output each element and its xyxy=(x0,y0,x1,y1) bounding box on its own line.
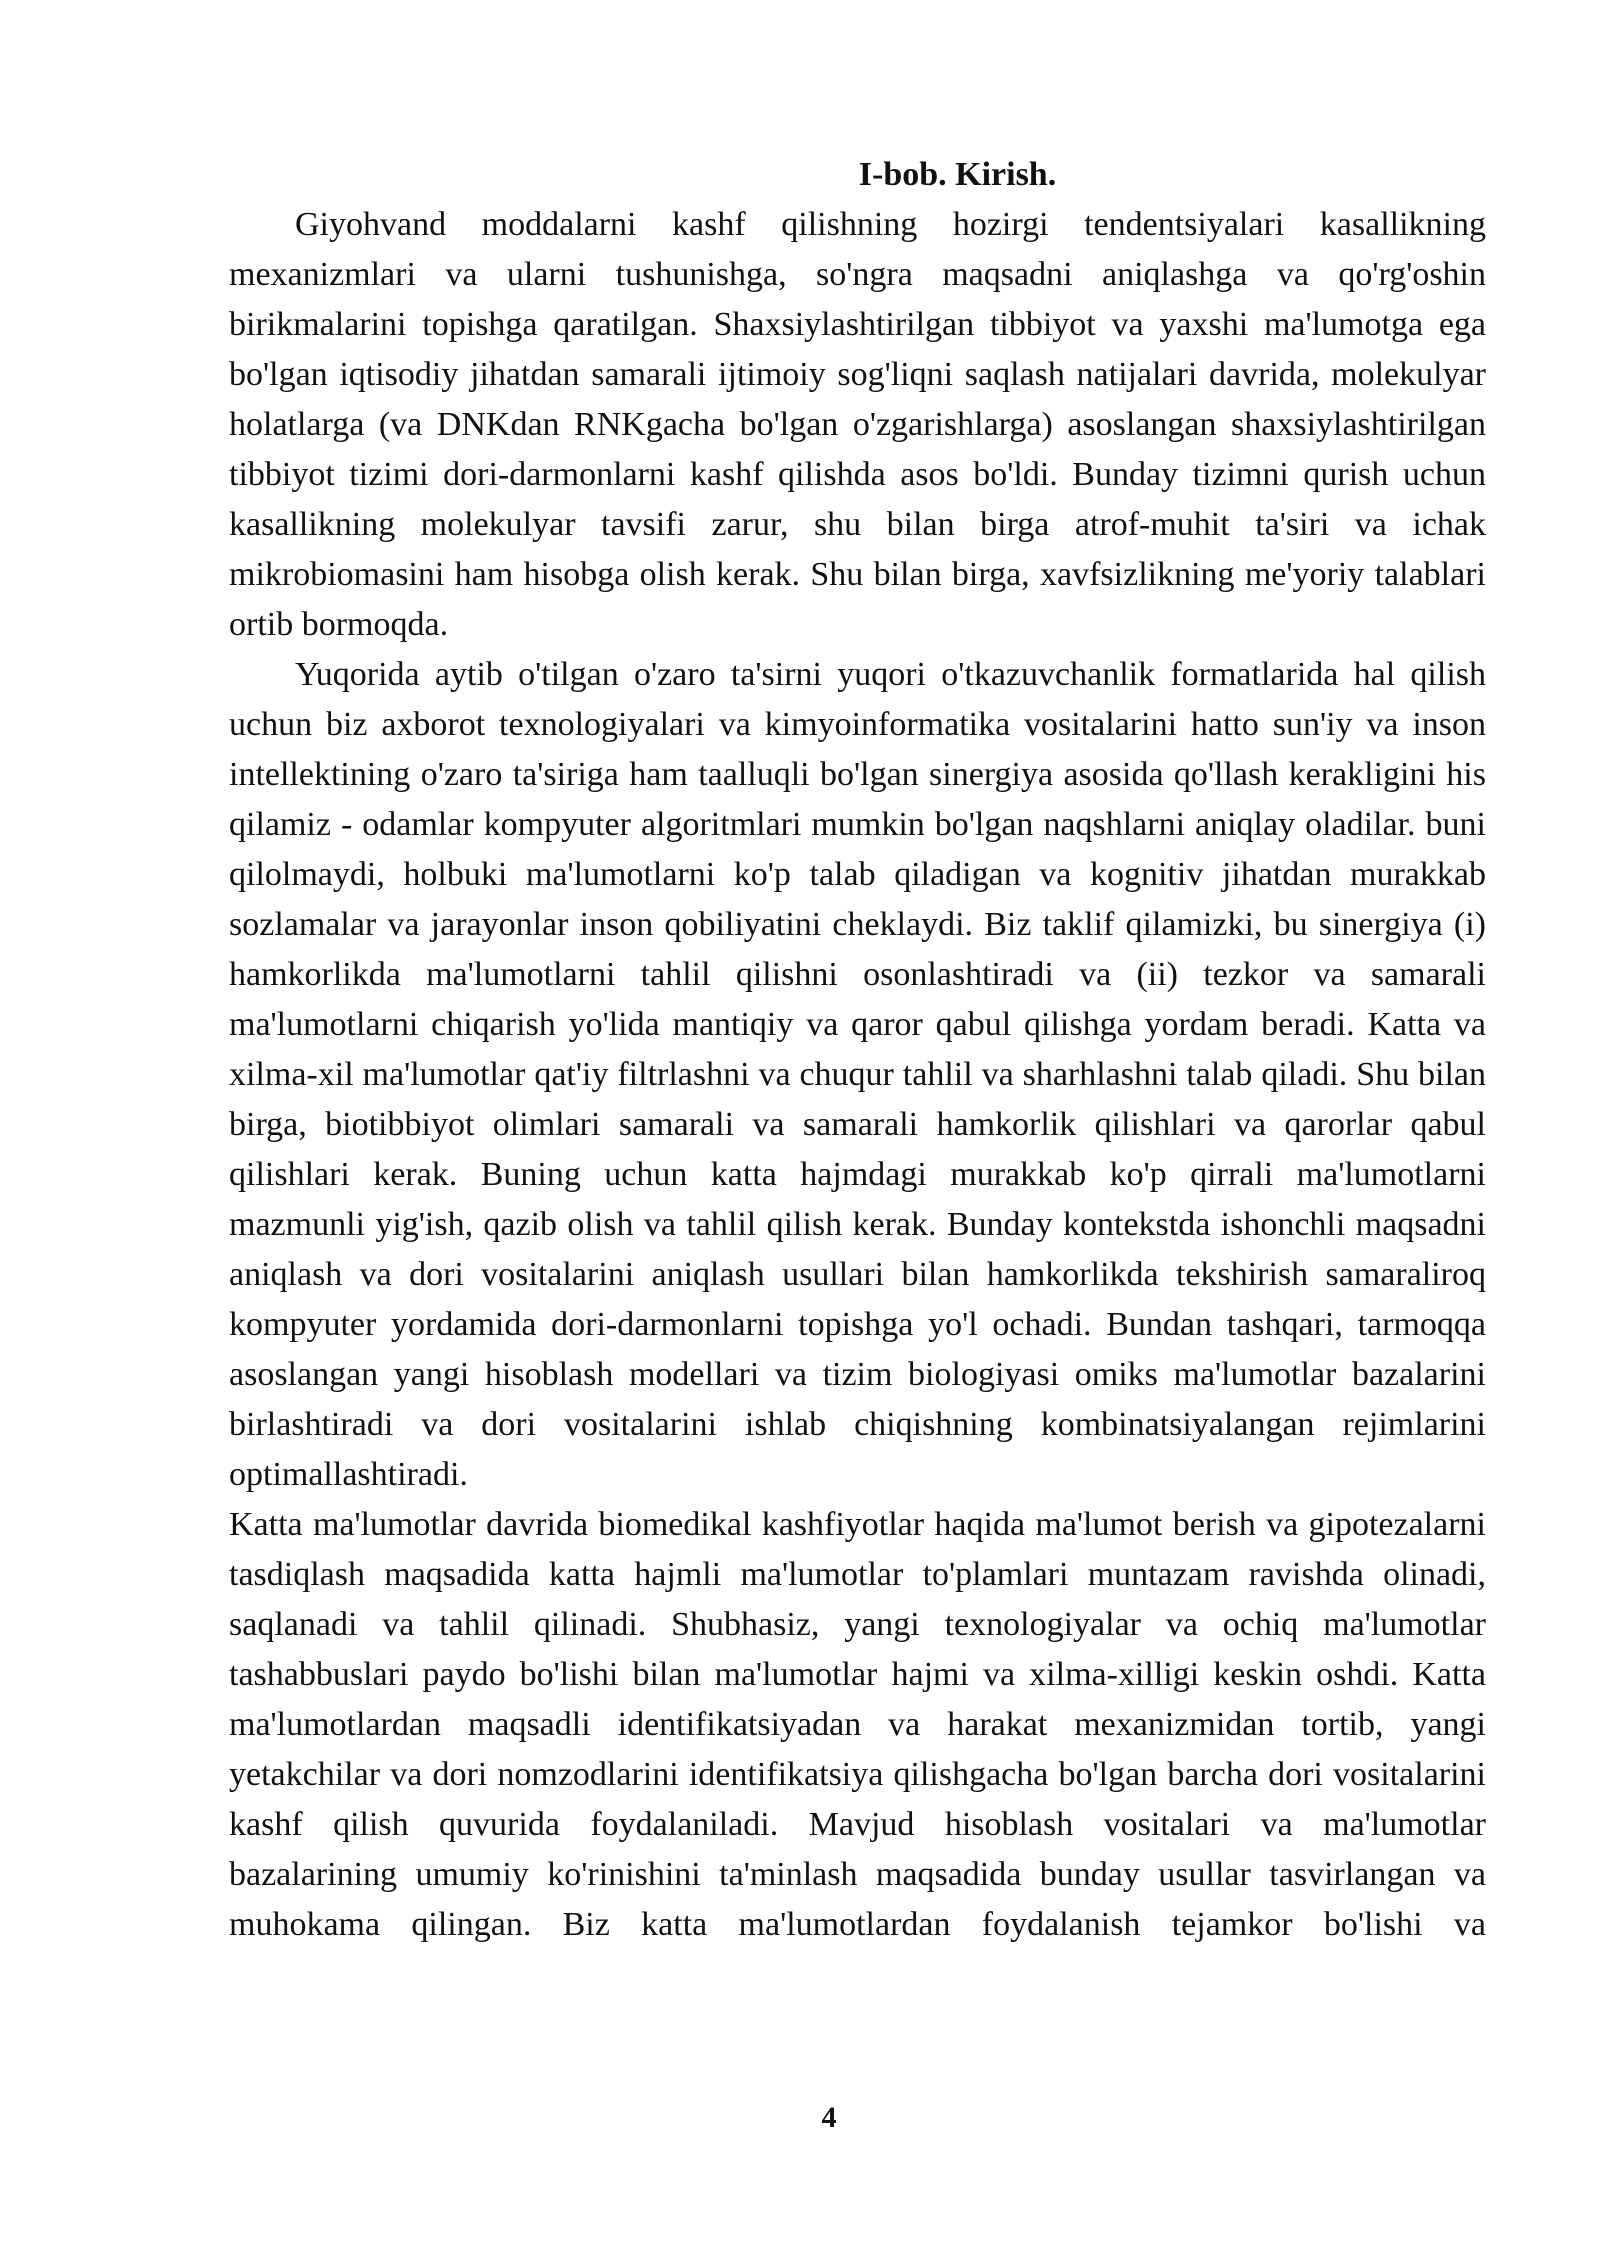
paragraph-2: Yuqorida aytib o'tilgan o'zaro ta'sirni yuqori o'tkazuvchanlik formatlarida hal qilish uchun biz axborot texnologiyalari va kimyoinformatika vositalarini hatto sun'iy va inson intellektining o'zaro ta'siriga ham taalluqli bo'lgan sinergiya asosida qo'llash kerakligini his qilamiz - odamlar kompyuter algoritmlari mumkin bo'lgan naqshlarni aniqlay oladilar. buni qilolmaydi, holbuki ma'lumotlarni ko'p talab qiladigan va kognitiv jihatdan murakkab sozlamalar va jarayonlar inson qobiliyatini cheklaydi. Biz taklif qilamizki, bu sinergiya (i) hamkorlikda ma'lumotlarni tahlil qilishni osonlashtiradi va (ii) tezkor va samarali ma'lumotlarni chiqarish yo'lida mantiqiy va qaror qabul qilishga yordam beradi. Katta va xilma-xil ma'lumotlar qat'iy filtrlashni va chuqur tahlil va sharhlashni talab qiladi. Shu bilan birga, biotibbiyot olimlari samarali va samarali hamkorlik qilishlari va qarorlar qabul qilishlari kerak. Buning uchun katta hajmdagi murakkab ko'p qirrali ma'lumotlarni mazmunli yig'ish, qazib olish va tahlil qilish kerak. Bunday kontekstda ishonchli maqsadni aniqlash va dori vositalarini aniqlash usullari bilan hamkorlikda tekshirish samaraliroq kompyuter yordamida dori-darmonlarni topishga yo'l ochadi. Bundan tashqari, tarmoqqa asoslangan yangi hisoblash modellari va tizim biologiyasi omiks ma'lumotlar bazalarini birlashtiradi va dori vositalarini ishlab chiqishning kombinatsiyalangan rejimlarini optimallashtiradi. xyxy=(229,656,1486,1493)
paragraph-1: Giyohvand moddalarni kashf qilishning hozirgi tendentsiyalari kasallikning mexanizmlari va ularni tushunishga, so'ngra maqsadni aniqlashga va qo'rg'oshin birikmalarini topishga qaratilgan. Shaxsiylashtirilgan tibbiyot va yaxshi ma'lumotga ega bo'lgan iqtisodiy jihatdan samarali ijtimoiy sog'liqni saqlash natijalari davrida, molekulyar holatlarga (va DNKdan RNKgacha bo'lgan o'zgarishlarga) asoslangan shaxsiylashtirilgan tibbiyot tizimi dori-darmonlarni kashf qilishda asos bo'ldi. Bunday tizimni qurish uchun kasallikning molekulyar tavsifi zarur, shu bilan birga atrof-muhit ta'siri va ichak mikrobiomasini ham hisobga olish kerak. Shu bilan birga, xavfsizlikning me'yoriy talablari ortib bormoqda. xyxy=(229,206,1486,643)
page-number: 4 xyxy=(821,2101,837,2134)
paragraph-3: Katta ma'lumotlar davrida biomedikal kashfiyotlar haqida ma'lumot berish va gipotezalarni tasdiqlash maqsadida katta hajmli ma'lumotlar to'plamlari muntazam ravishda olinadi, saqlanadi va tahlil qilinadi. Shubhasiz, yangi texnologiyalar va ochiq ma'lumotlar tashabbuslari paydo bo'lishi bilan ma'lumotlar hajmi va xilma-xilligi keskin oshdi. Katta ma'lumotlardan maqsadli identifikatsiyadan va harakat mexanizmidan tortib, yangi yetakchilar va dori nomzodlarini identifikatsiya qilishgacha bo'lgan barcha dori vositalarini kashf qilish quvurida foydalaniladi. Mavjud hisoblash vositalari va ma'lumotlar bazalarining umumiy ko'rinishini ta'minlash maqsadida bunday usullar tasvirlangan va muhokama qilingan. Biz katta ma'lumotlardan foydalanish tejamkor bo'lishi va xyxy=(229,1506,1486,1943)
page-content xyxy=(229,150,1486,1950)
chapter-title: I-bob. Kirish. xyxy=(858,156,1057,193)
